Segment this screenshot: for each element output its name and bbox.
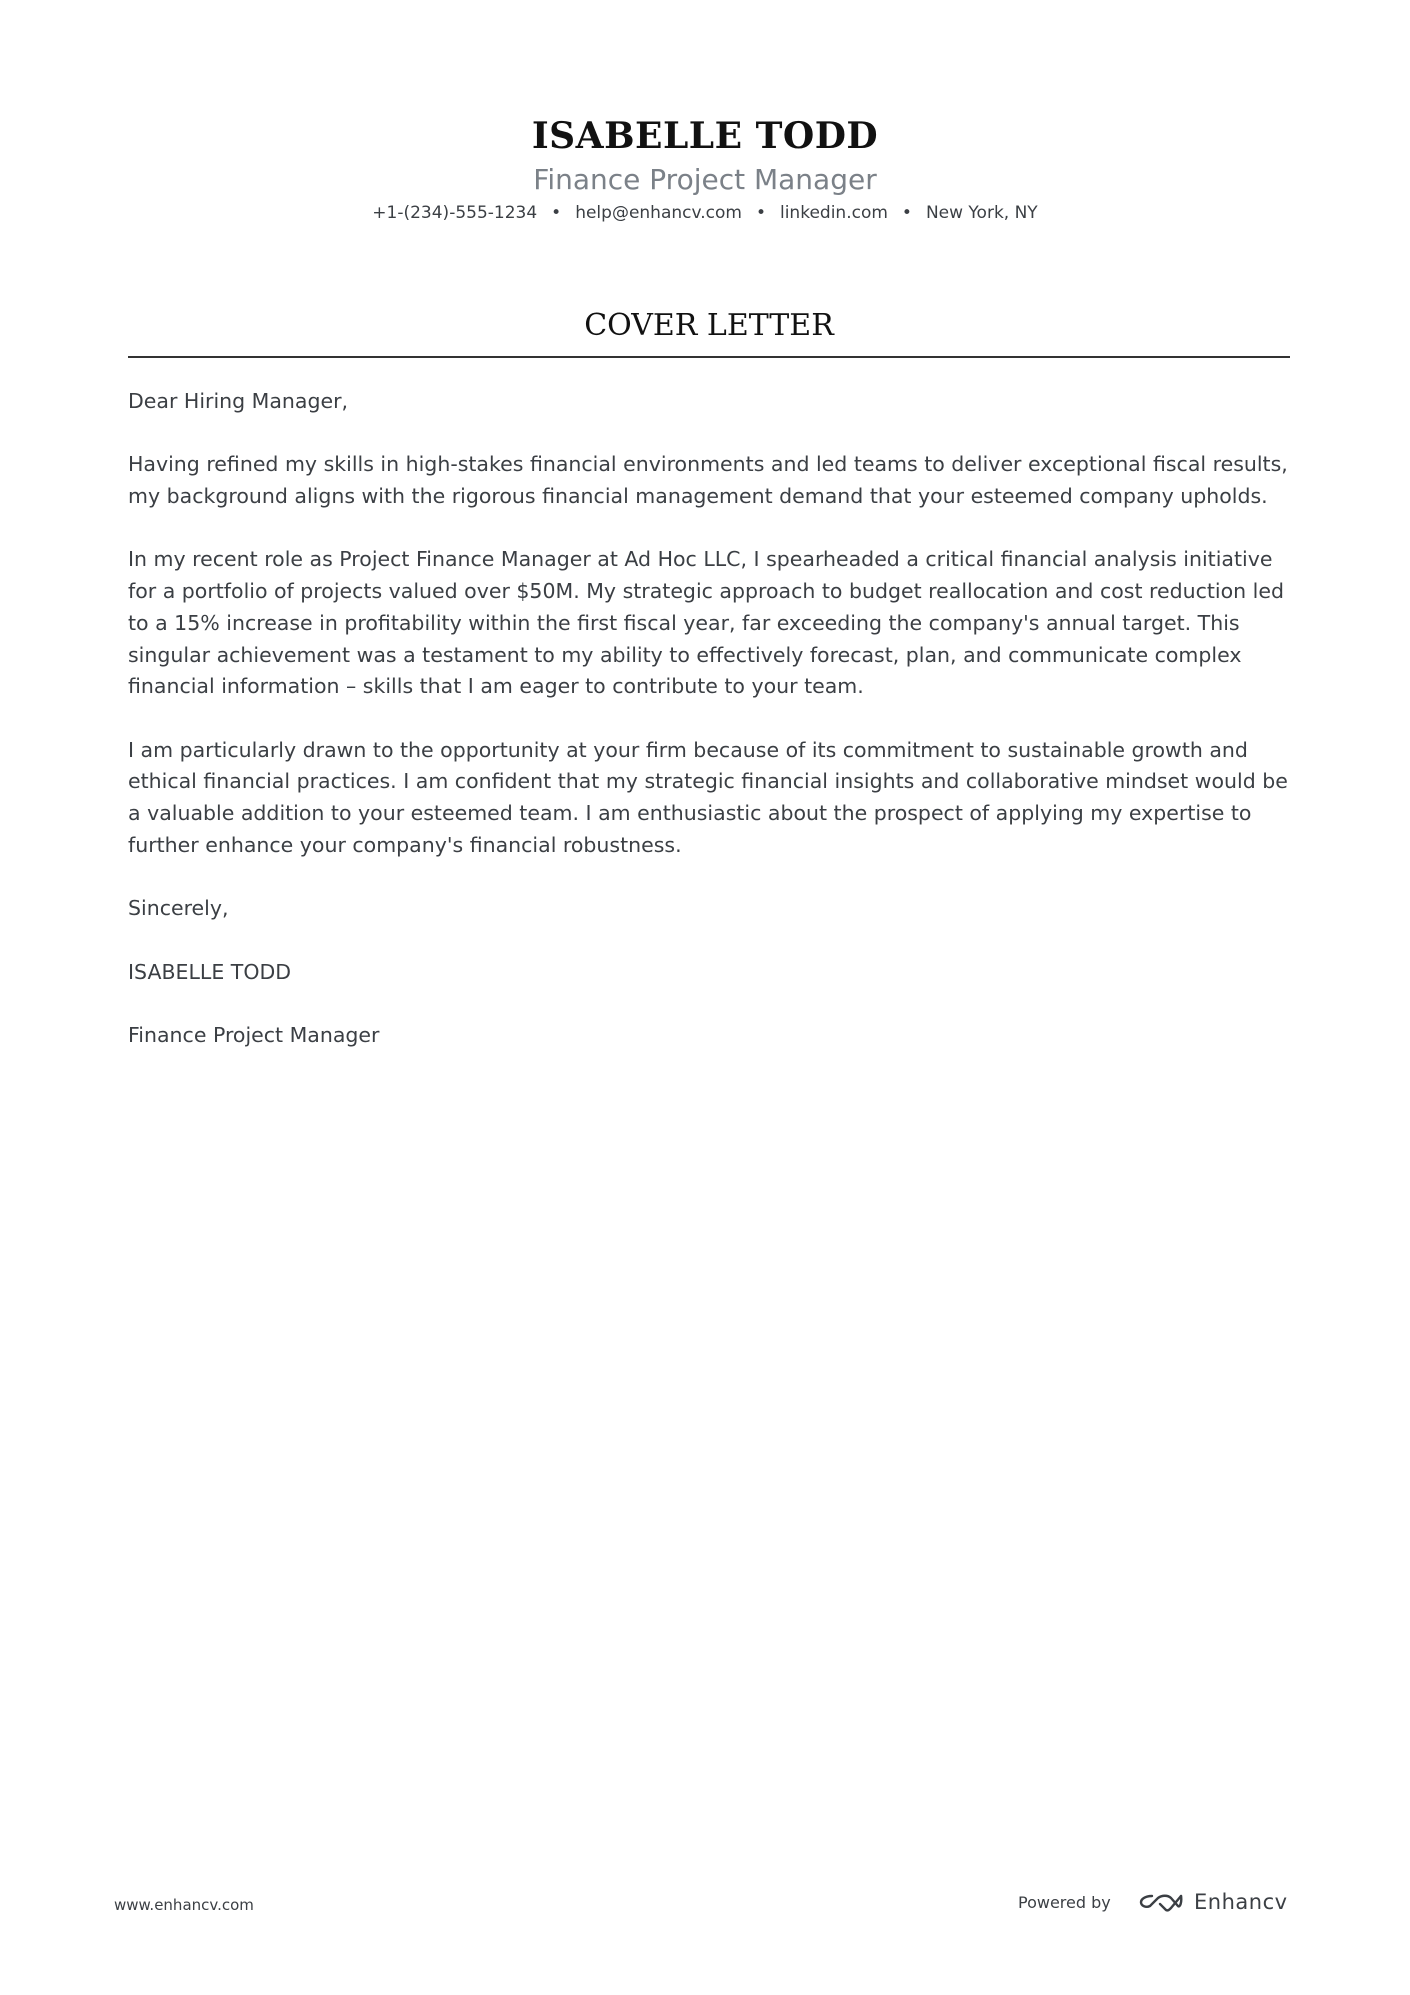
footer-url[interactable]: www.enhancv.com <box>114 1896 254 1914</box>
letter-body <box>128 386 1290 1083</box>
letter-paragraph: Having refined my skills in high-stakes financial environments and led teams to deliver exceptional fiscal results, my background aligns with the rigorous financial management demand that your esteemed company upholds. <box>128 452 1288 509</box>
resume-header <box>0 112 1410 226</box>
candidate-name: ISABELLE TODD <box>531 115 879 157</box>
section-title: COVER LETTER <box>584 308 834 343</box>
contact-location: New York, NY <box>925 203 1038 223</box>
bullet-separator: • <box>551 203 562 223</box>
contact-linkedin: linkedin.com <box>779 203 888 223</box>
letter-paragraph: In my recent role as Project Finance Manager at Ad Hoc LLC, I spearheaded a critical financial analysis initiative for a portfolio of projects valued over $50M. My strategic approach to budget reallocation and cost reduction led to a 15% increase in profitability within the first fiscal year, far exceeding the company's annual target. This singular achievement was a testament to my ability to effectively forecast, plan, and communicate complex financial information – skills that I am eager to contribute to your team. <box>128 547 1284 699</box>
contact-email: help@enhancv.com <box>575 203 742 223</box>
enhancv-logo-icon <box>1138 1890 1184 1914</box>
contact-line <box>0 200 1410 226</box>
bullet-separator: • <box>901 203 912 223</box>
letter-salutation: Dear Hiring Manager, <box>128 389 349 413</box>
letter-closing: Sincerely, <box>128 896 229 921</box>
powered-by-label: Powered by <box>1018 1893 1111 1912</box>
candidate-role: Finance Project Manager <box>533 163 877 196</box>
letter-paragraph: I am particularly drawn to the opportunity at your firm because of its commitment to sustainable growth and ethical financial practices. I am confident that my strategic financial insights and collaborative mindset would be a valuable addition to your esteemed team. I am enthusiastic about the prospect of applying my expertise to further enhance your company's financial robustness. <box>128 737 1288 857</box>
brand-name: Enhancv <box>1194 1890 1288 1914</box>
brand-logo[interactable] <box>1138 1886 1288 1918</box>
signature-title: Finance Project Manager <box>128 1022 380 1047</box>
bullet-separator: • <box>755 203 766 223</box>
signature-name: ISABELLE TODD <box>128 959 292 984</box>
section-divider <box>128 356 1290 358</box>
contact-phone: +1-(234)-555-1234 <box>372 203 538 223</box>
